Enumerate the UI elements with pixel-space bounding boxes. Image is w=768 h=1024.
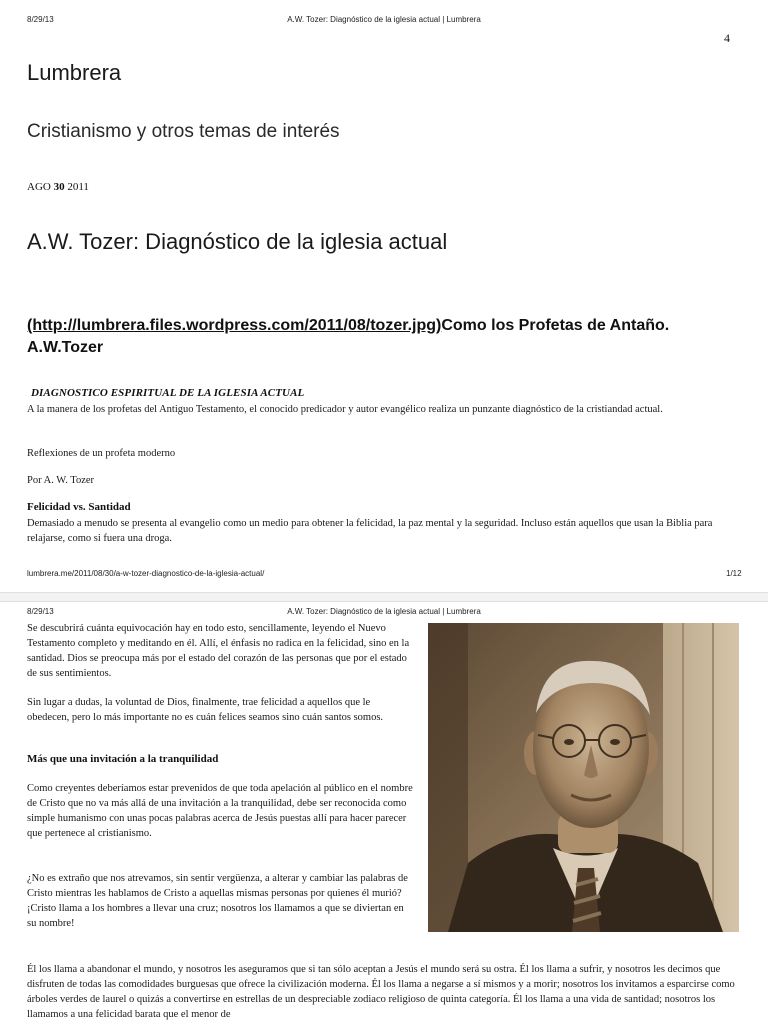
caps-heading: DIAGNOSTICO ESPIRITUAL DE LA IGLESIA ACTUAL — [31, 387, 305, 399]
image-caption: Como los Profetas de Antaño. A.W.Tozer — [27, 317, 670, 356]
image-link[interactable]: (http://lumbrera.files.wordpress.com/2011/08/tozer.jpg) — [27, 317, 442, 334]
print-header-date: 8/29/13 — [27, 15, 54, 24]
print-header-title: A.W. Tozer: Diagnóstico de la iglesia actual | Lumbrera — [287, 15, 481, 24]
post-date — [27, 181, 89, 193]
page-break — [0, 592, 768, 602]
corner-page-number: 4 — [724, 31, 730, 45]
post-date-day: 30 — [53, 181, 65, 193]
site-tagline: Cristianismo y otros temas de interés — [27, 121, 340, 142]
print-footer-page: 1/12 — [726, 569, 742, 578]
section-heading-felicidad: Felicidad vs. Santidad — [27, 501, 131, 513]
print-header-title-2: A.W. Tozer: Diagnóstico de la iglesia actual | Lumbrera — [287, 607, 481, 616]
section-heading-tranquilidad: Más que una invitación a la tranquilidad — [27, 753, 219, 765]
image-link-line — [27, 315, 747, 359]
subtitle-paragraph: Reflexiones de un profeta moderno — [27, 448, 176, 459]
print-footer-url: lumbrera.me/2011/08/30/a-w-tozer-diagnostico-de-la-iglesia-actual/ — [27, 569, 265, 578]
tozer-portrait-image — [428, 623, 739, 932]
post-title: A.W. Tozer: Diagnóstico de la iglesia actual — [27, 229, 448, 254]
intro-paragraph: A la manera de los profetas del Antiguo Testamento, el conocido predicador y autor evangélico realiza un punzante diagnóstico de la cristiandad actual. — [27, 404, 663, 415]
author-line: Por A. W. Tozer — [27, 475, 95, 486]
paragraph-voluntad: Sin lugar a dudas, la voluntad de Dios, finalmente, trae felicidad a aquellos que le obedecen, pero lo más importante no es cuán felices seamos sino cuán santos somos. — [27, 697, 384, 723]
paragraph-equivocacion: Se descubrirá cuánta equivocación hay en todo esto, sencillamente, leyendo el Nuevo Testamento completo y meditando en él. Allí, el énfasis no radica en la felicidad, sino en la santidad. Dios se preocupa más por el estado del corazón de las personas que por el estado de sus sentimientos. — [27, 623, 410, 679]
site-title[interactable]: Lumbrera — [27, 60, 122, 85]
post-date-year: 2011 — [67, 181, 89, 193]
print-header-date-2: 8/29/13 — [27, 607, 54, 616]
paragraph-extrano: ¿No es extraño que nos atrevamos, sin sentir vergüenza, a alterar y cambiar las palabras de Cristo mientras les hablamos de Cristo a aquellas mismas personas por quienes él murió? ¡Cristo llama a los hombres a llevar una cruz; nosotros los llamamos a que se diviertan en su nombre! — [27, 873, 408, 929]
paragraph-abandonar: Él los llama a abandonar el mundo, y nosotros les aseguramos que si tan sólo aceptan a Jesús el mundo será su ostra. Él los llama a sufrir, y nosotros les decimos que disfruten de todas las comodidades burguesas que ofrece la civilización moderna. Él los llama a negarse a sí mismos y a morir; nosotros los invitamos a esparcirse como árboles verdes de laurel o quizás a convertirse en estrellas de un despreciable zodiaco religioso de quinta categoría. Él los llama a una vida de santidad; nosotros los llamamos a una felicidad barata que el menor de — [27, 964, 735, 1020]
section-paragraph-felicidad: Demasiado a menudo se presenta al evangelio como un medio para obtener la felicidad, la paz mental y la seguridad. Incluso están aquellos que usan la Biblia para relajarse, como si fuera una droga. — [27, 518, 713, 544]
paragraph-creyentes: Como creyentes deberíamos estar prevenidos de que toda apelación al público en el nombre de Cristo que no va más allá de una invitación a la tranquilidad, debe ser reconocida como simple humanismo con unas pocas palabras acerca de Jesús puestas allí para hacer parecer que pertenece al cristianismo. — [27, 783, 413, 839]
post-date-month: AGO — [27, 181, 51, 193]
